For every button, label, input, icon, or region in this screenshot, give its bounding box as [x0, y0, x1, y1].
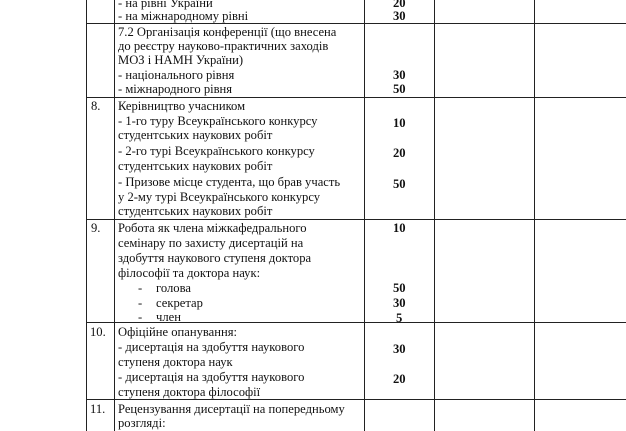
points-value: 50 [393, 281, 406, 295]
criterion-line: - міжнародного рівня [118, 82, 233, 96]
criterion-line: ступеня доктора наук [118, 355, 233, 369]
points-value: 10 [393, 221, 406, 235]
points-value: 50 [393, 82, 406, 96]
table-rule [86, 399, 626, 400]
points-value: 50 [393, 177, 406, 191]
criterion-line: - Призове місце студента, що брав участь [118, 175, 341, 189]
criterion-line: студентських наукових робіт [118, 159, 273, 173]
criterion-line: - 2-го турі Всеукраїнського конкурсу [118, 144, 315, 158]
points-value: 30 [393, 342, 406, 356]
sublist-label: член [156, 310, 181, 324]
points-value: 5 [396, 311, 403, 325]
sublist-label: голова [156, 281, 191, 295]
criterion-line: - на міжнародному рівні [118, 9, 249, 23]
sublist-marker: - [138, 296, 143, 310]
criterion-line: розгляді: [118, 416, 166, 430]
criterion-line: - національного рівня [118, 68, 235, 82]
criterion-line: семінару по захисту дисертацій на [118, 236, 304, 250]
criterion-line: 7.2 Організація конференції (що внесена [118, 25, 337, 39]
criterion-line: студентських наукових робіт [118, 128, 273, 142]
criterion-line: здобуття наукового ступеня доктора [118, 251, 312, 265]
criterion-line: до реєстру науково-практичних заходів [118, 39, 329, 53]
points-value: 30 [393, 296, 406, 310]
row-number: 9. [91, 221, 101, 235]
criterion-line: філософії та доктора наук: [118, 266, 261, 280]
criterion-line: - дисертація на здобуття наукового [118, 370, 305, 384]
sublist-marker: - [138, 281, 143, 295]
sublist-label: секретар [156, 296, 203, 310]
table-rule [86, 97, 626, 98]
points-value: 30 [393, 68, 406, 82]
criterion-line: студентських наукових робіт [118, 204, 273, 218]
points-value: 30 [393, 9, 406, 23]
criterion-line: Робота як члена міжкафедрального [118, 221, 307, 235]
criterion-line: - 1-го туру Всеукраїнського конкурсу [118, 114, 318, 128]
row-number: 11. [90, 402, 106, 416]
points-value: 20 [393, 0, 406, 10]
criterion-line: - дисертація на здобуття наукового [118, 340, 305, 354]
criterion-line: МОЗ і НАМН України) [118, 53, 244, 67]
points-value: 20 [393, 146, 406, 160]
criterion-line: у 2-му турі Всеукраїнського конкурсу [118, 190, 321, 204]
table-column-rule [364, 0, 365, 431]
table-column-rule [534, 0, 535, 431]
table-rule [86, 219, 626, 220]
criterion-line: Керівництво учасником [118, 99, 246, 113]
row-number: 10. [90, 325, 106, 339]
criterion-line: ступеня доктора філософії [118, 385, 261, 399]
table-column-rule [434, 0, 435, 431]
table-column-rule [86, 0, 87, 431]
points-value: 20 [393, 372, 406, 386]
table-rule [86, 23, 626, 24]
row-number: 8. [91, 99, 101, 113]
criterion-line: - на рівні України [118, 0, 213, 10]
sublist-marker: - [138, 310, 143, 324]
points-value: 10 [393, 116, 406, 130]
criterion-line: Рецензування дисертації на попередньому [118, 402, 345, 416]
criterion-line: Офіційне опанування: [118, 325, 238, 339]
table-column-rule [114, 0, 115, 431]
